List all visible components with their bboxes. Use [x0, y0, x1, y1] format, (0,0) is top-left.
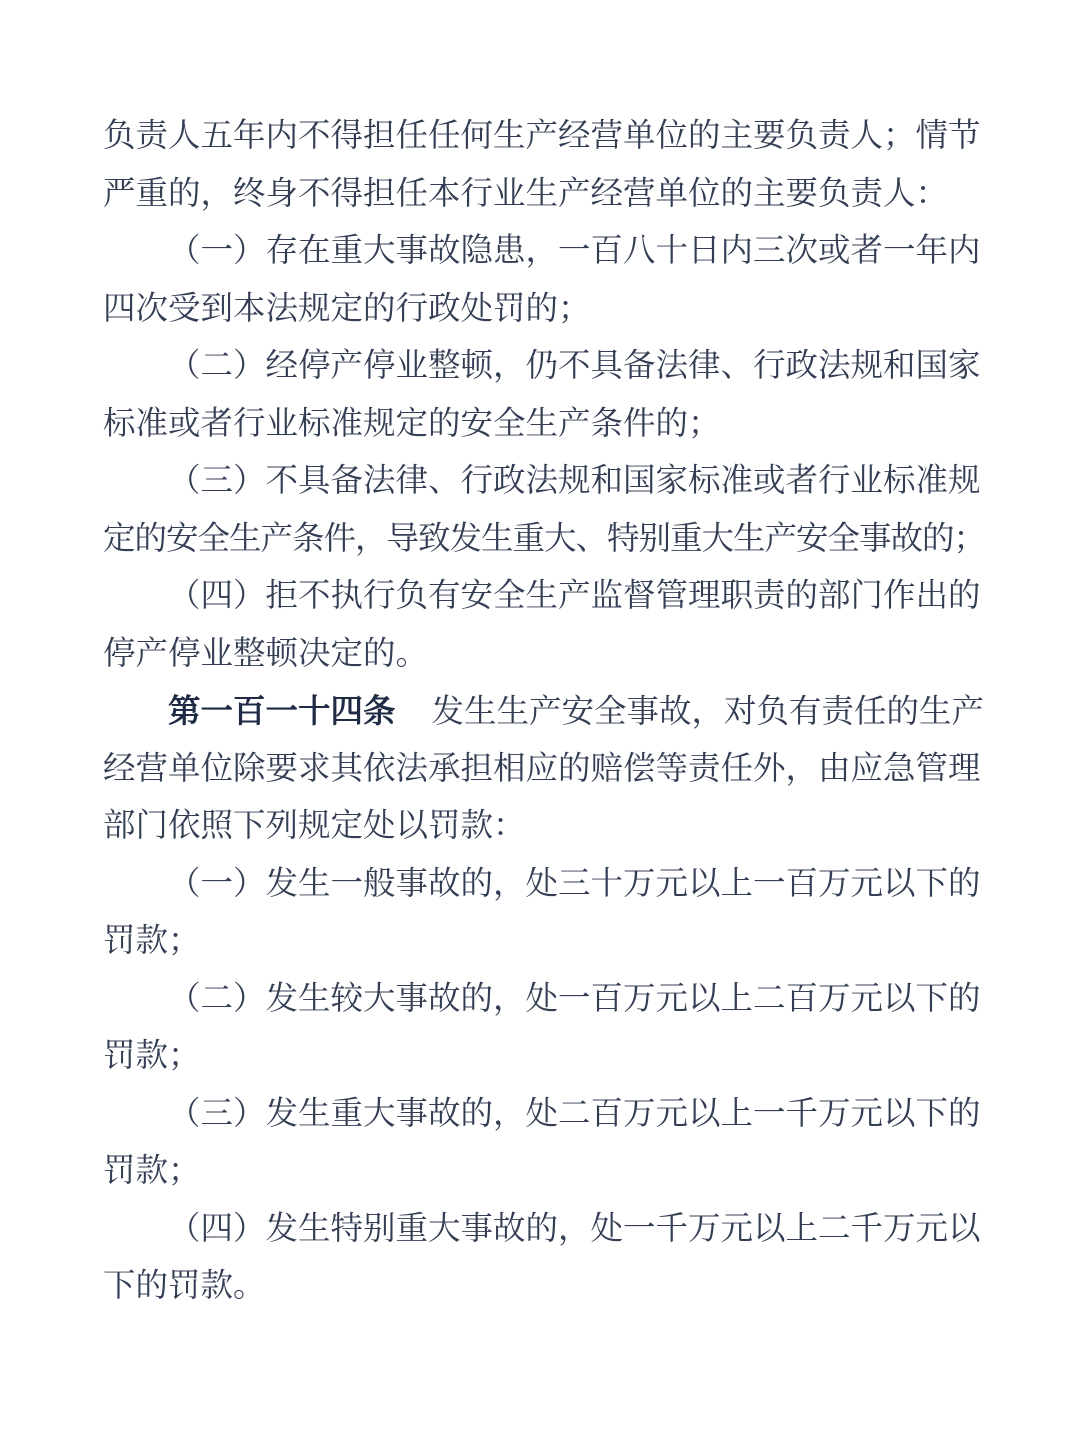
text-line: 严重的，终身不得担任本行业生产经营单位的主要负责人： — [103, 175, 949, 212]
clause-line-4: （四）拒不执行负有安全生产监督管理职责的部门作出的 — [168, 578, 981, 614]
text-line: 罚款； — [103, 923, 201, 959]
penalty-clause-line-3: （三）发生重大事故的，处二百万元以上一千万元以下的 — [168, 1095, 981, 1132]
clause-line-2: （二）经停产停业整顿，仍不具备法律、行政法规和国家 — [168, 348, 981, 384]
penalty-clause-line-1: （一）发生一般事故的，处三十万元以上一百万元以下的 — [168, 865, 981, 902]
text-line: 标准或者行业标准规定的安全生产条件的； — [103, 405, 721, 442]
article-line-text: 发生生产安全事故，对负有责任的生产 — [431, 694, 985, 730]
text-line: 停产停业整顿决定的。 — [103, 635, 429, 672]
clause-line-3: （三）不具备法律、行政法规和国家标准或者行业标准规 — [168, 463, 981, 499]
text-line: 部门依照下列规定处以罚款： — [103, 808, 526, 844]
text-line: 罚款； — [103, 1153, 201, 1189]
text-line: 四次受到本法规定的行政处罚的； — [103, 290, 591, 327]
penalty-clause-line-4: （四）发生特别重大事故的，处一千万元以上二千万元以 — [168, 1210, 981, 1247]
text-line: 下的罚款。 — [103, 1268, 266, 1304]
article-number: 第一百一十四条 — [168, 693, 396, 729]
text-line: 经营单位除要求其依法承担相应的赔偿等责任外，由应急管理 — [103, 750, 981, 787]
clause-line-1: （一）存在重大事故隐患，一百八十日内三次或者一年内 — [168, 233, 981, 269]
article-114-line — [103, 683, 984, 741]
penalty-clause-line-2: （二）发生较大事故的，处一百万元以上二百万元以下的 — [168, 980, 981, 1017]
text-line: 定的安全生产条件，导致发生重大、特别重大生产安全事故的； — [103, 520, 986, 557]
text-line: 负责人五年内不得担任任何生产经营单位的主要负责人；情节 — [103, 118, 981, 154]
text-line: 罚款； — [103, 1038, 201, 1074]
